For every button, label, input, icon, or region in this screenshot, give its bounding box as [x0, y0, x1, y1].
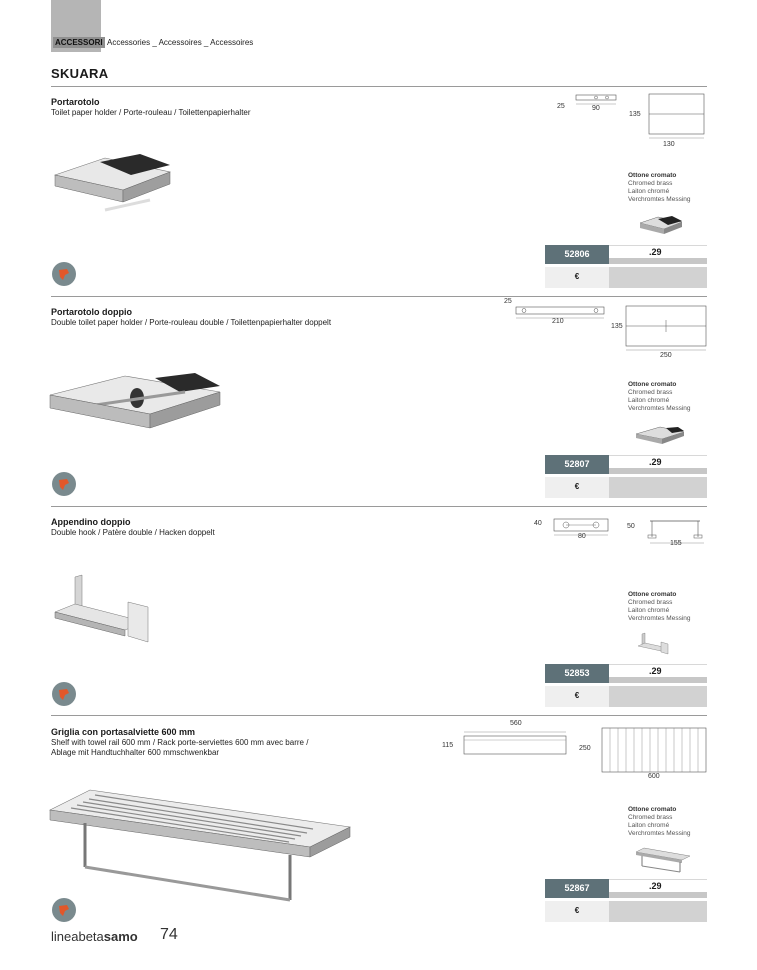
category-label: ACCESSORI	[55, 38, 103, 47]
finish-thumbnail	[634, 424, 686, 448]
finish-info: Ottone cromato Chromed brass Laiton chromé Verchromtes Messing	[628, 381, 691, 412]
brand-logo-icon	[52, 682, 76, 706]
product-image	[50, 572, 155, 647]
product-code: 52807	[545, 455, 609, 474]
category-translations: Accessories _ Accessoires _ Accessoires	[107, 38, 254, 47]
brand-logo-icon	[52, 898, 76, 922]
dimension-label: 40	[534, 520, 542, 527]
finish-info: Ottone cromato Chromed brass Laiton chromé Verchromtes Messing	[628, 591, 691, 622]
dimension-top-view	[598, 726, 708, 776]
price-value: .29	[609, 455, 707, 468]
dimension-label: 135	[629, 111, 641, 118]
dimension-front-view	[560, 92, 620, 114]
product-description: Toilet paper holder / Porte-rouleau / Toilettenpapierhalter	[51, 108, 251, 117]
page-number: 74	[160, 926, 178, 943]
divider	[51, 715, 707, 716]
price-field	[609, 901, 707, 922]
finish-info: Ottone cromato Chromed brass Laiton chromé Verchromtes Messing	[628, 172, 691, 203]
dimension-label: 210	[552, 318, 564, 325]
series-title: SKUARA	[51, 66, 109, 81]
dimension-top-view	[622, 304, 708, 354]
price-field	[609, 267, 707, 288]
divider	[51, 506, 707, 507]
dimension-label: 135	[611, 323, 623, 330]
finish-thumbnail	[638, 213, 684, 239]
dimension-label: 50	[627, 523, 635, 530]
product-image	[45, 150, 175, 215]
product-description: Double hook / Patère double / Hacken doppelt	[51, 528, 215, 537]
dimension-label: 130	[663, 141, 675, 148]
currency-symbol: €	[545, 477, 609, 498]
product-code: 52867	[545, 879, 609, 898]
dimension-label: 25	[504, 298, 512, 305]
product-name: Appendino doppio	[51, 517, 131, 527]
dimension-label: 250	[660, 352, 672, 359]
currency-symbol: €	[545, 267, 609, 288]
footer-brand: lineabetasamo	[51, 929, 138, 944]
dimension-label: 115	[442, 742, 454, 749]
product-description: Double toilet paper holder / Porte-rouleau double / Toilettenpapierhalter doppelt	[51, 318, 332, 327]
product-name: Griglia con portasalviette 600 mm	[51, 727, 196, 737]
product-code: 52853	[545, 664, 609, 683]
product-name: Portarotolo doppio	[51, 307, 132, 317]
currency-symbol: €	[545, 901, 609, 922]
dimension-top-view	[640, 92, 710, 142]
price-bar	[609, 677, 707, 683]
brand-logo-icon	[52, 262, 76, 286]
price-field	[609, 477, 707, 498]
currency-symbol: €	[545, 686, 609, 707]
price-bar	[609, 468, 707, 474]
price-bar	[609, 258, 707, 264]
brand-logo-icon	[52, 472, 76, 496]
price-value: .29	[609, 245, 707, 258]
dimension-label: 560	[510, 720, 522, 727]
product-description: Shelf with towel rail 600 mm / Rack porte-serviettes 600 mm avec barre /	[51, 738, 309, 747]
dimension-label: 25	[557, 103, 565, 110]
finish-info: Ottone cromato Chromed brass Laiton chromé Verchromtes Messing	[628, 806, 691, 837]
product-name: Portarotolo	[51, 97, 100, 107]
product-image	[45, 370, 225, 445]
divider	[51, 86, 707, 87]
product-description: Ablage mit Handtuchhalter 600 mmschwenkbar	[51, 748, 220, 757]
price-value: .29	[609, 879, 707, 892]
product-code: 52806	[545, 245, 609, 264]
dimension-label: 250	[579, 745, 591, 752]
price-bar	[609, 892, 707, 898]
dimension-label: 155	[670, 540, 682, 547]
price-field	[609, 686, 707, 707]
finish-thumbnail	[634, 846, 692, 874]
dimension-label: 90	[592, 105, 600, 112]
finish-thumbnail	[636, 632, 672, 654]
divider	[51, 296, 707, 297]
dimension-label: 80	[578, 533, 586, 540]
price-value: .29	[609, 664, 707, 677]
dimension-label: 600	[648, 773, 660, 780]
product-image	[45, 785, 355, 910]
dimension-front-view	[462, 728, 568, 758]
